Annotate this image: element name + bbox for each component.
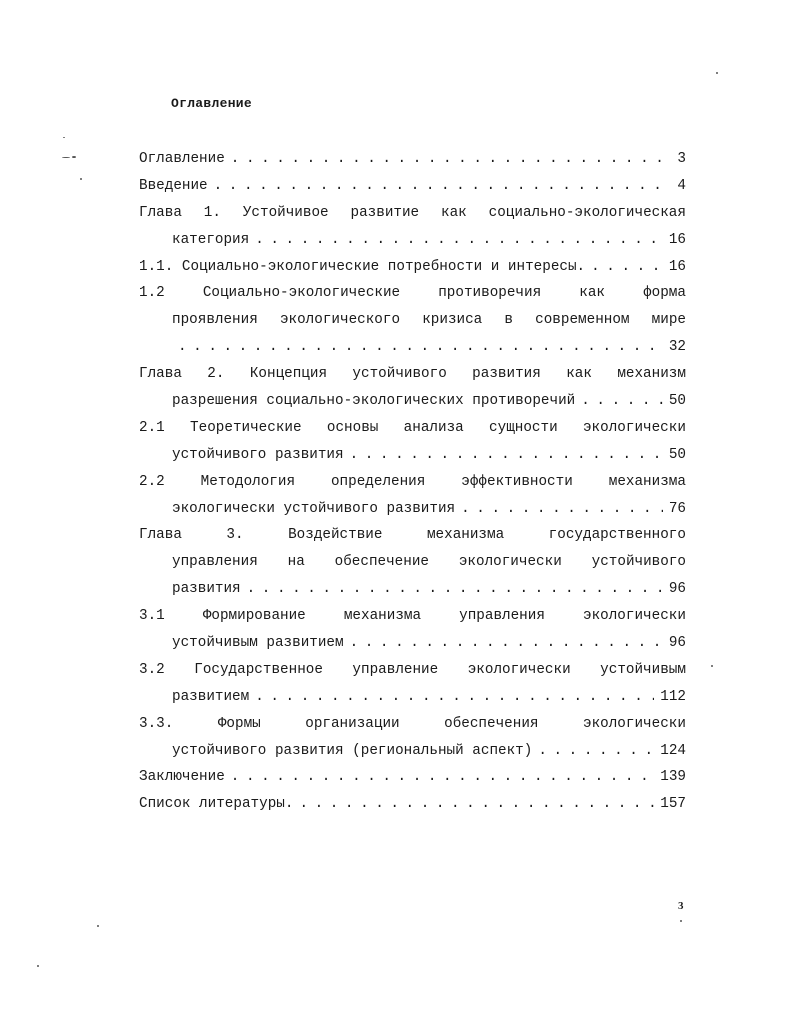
toc-word: Концепция	[249, 366, 328, 383]
toc-word: мире	[651, 312, 686, 329]
toc-page-number: 16	[668, 231, 686, 248]
toc-word: устойчивым	[600, 661, 686, 678]
toc-entry-line	[139, 307, 686, 334]
toc-word: механизма	[343, 608, 422, 625]
toc-word: социально-экологическая	[488, 204, 686, 221]
toc-entry-line	[139, 791, 686, 818]
toc-entry-line	[139, 442, 686, 469]
toc-entry-line	[139, 469, 686, 496]
toc-word: управления	[459, 608, 545, 625]
toc-page-number: 124	[660, 742, 686, 759]
toc-word: Формирование	[202, 608, 306, 625]
toc-word: организации	[305, 715, 400, 732]
toc-word: Методология	[200, 473, 296, 490]
toc-entry-line	[139, 684, 686, 711]
toc-word: 3.1	[139, 608, 165, 625]
toc-word: 1.	[203, 204, 221, 221]
toc-word: экологически	[467, 661, 571, 678]
toc-word: экологически	[582, 715, 686, 732]
toc-entry-title: устойчивым развитием	[172, 635, 344, 652]
table-of-contents	[139, 146, 686, 818]
toc-word: Глава	[139, 527, 182, 544]
toc-word: механизм	[617, 366, 686, 383]
toc-entry-line	[139, 415, 686, 442]
toc-entry-title: Оглавление	[139, 151, 225, 167]
scan-speck	[716, 72, 718, 74]
toc-entry-line	[139, 496, 686, 523]
toc-leader-dots	[350, 442, 663, 469]
toc-entry	[139, 469, 686, 523]
scan-speck	[72, 156, 76, 158]
toc-page-number: 139	[660, 769, 686, 786]
toc-word: 1.2	[139, 285, 165, 302]
toc-leader-dots	[178, 334, 663, 361]
toc-word: экологически	[582, 608, 686, 625]
toc-entry-line	[139, 522, 686, 549]
toc-word: экологического	[279, 312, 401, 329]
toc-word: эффективности	[461, 473, 573, 490]
toc-word: основы	[326, 419, 379, 436]
toc-leader-dots	[231, 764, 654, 791]
toc-word: устойчивого	[352, 366, 447, 383]
toc-word: Устойчивое	[242, 204, 329, 221]
toc-word: Теоретические	[190, 419, 302, 436]
toc-word: 2.2	[139, 473, 165, 490]
toc-entry	[139, 173, 686, 200]
toc-page-number: 96	[668, 635, 686, 652]
toc-entry-line	[139, 361, 686, 388]
toc-page-number: 3	[677, 151, 686, 167]
toc-word: развития	[472, 366, 541, 383]
toc-entry	[139, 200, 686, 254]
toc-entry-line	[139, 603, 686, 630]
toc-word: 3.3.	[139, 715, 174, 732]
toc-entry	[139, 280, 686, 361]
toc-entry-line	[139, 738, 686, 765]
toc-entry-title: экологически устойчивого развития	[172, 500, 456, 517]
toc-entry-title: категория	[172, 231, 250, 248]
toc-entry-title: устойчивого развития (региональный аспект)	[172, 742, 533, 759]
toc-leader-dots	[247, 576, 663, 603]
toc-word: определения	[330, 473, 426, 490]
toc-word: 2.1	[139, 419, 165, 436]
toc-entry	[139, 146, 686, 173]
toc-word: 3.2	[139, 661, 165, 678]
toc-entry	[139, 415, 686, 469]
toc-page-number: 50	[668, 393, 686, 410]
toc-leader-dots	[538, 738, 654, 765]
toc-entry-line	[139, 764, 686, 791]
toc-word: как	[579, 285, 605, 302]
toc-word: 2.	[207, 366, 225, 383]
toc-entry-title: Заключение	[139, 769, 225, 786]
toc-word: механизма	[426, 527, 505, 544]
toc-word: противоречия	[438, 285, 542, 302]
toc-entry-line	[139, 388, 686, 415]
toc-word: обеспечения	[444, 715, 539, 732]
toc-word: устойчивого	[591, 554, 686, 571]
toc-leader-dots	[214, 173, 672, 200]
toc-leader-dots	[255, 227, 663, 254]
toc-entry-title: Введение	[139, 177, 208, 194]
toc-word: государственного	[548, 527, 686, 544]
toc-word: как	[441, 204, 467, 221]
toc-word: в	[504, 312, 513, 329]
toc-page-number: 4	[677, 177, 686, 194]
toc-word: обеспечение	[334, 554, 429, 571]
toc-word: управление	[352, 661, 439, 678]
toc-entry	[139, 711, 686, 765]
toc-word: 3.	[226, 527, 244, 544]
toc-word: Воздействие	[288, 527, 383, 544]
toc-word: экологически	[458, 554, 562, 571]
toc-entry-line	[139, 173, 686, 200]
toc-entry-line	[139, 657, 686, 684]
toc-entry-line	[139, 227, 686, 254]
toc-word: как	[566, 366, 592, 383]
page-title: Оглавление	[171, 96, 253, 111]
page-number: 3	[678, 900, 684, 912]
toc-word: Глава	[139, 366, 182, 383]
toc-page-number: 157	[660, 796, 686, 813]
toc-entry-line	[139, 711, 686, 738]
toc-page-number: 50	[668, 446, 686, 463]
toc-entry-title: Список литературы.	[139, 796, 294, 813]
toc-leader-dots	[461, 496, 663, 523]
toc-word: сущности	[489, 419, 558, 436]
toc-word: управления	[172, 554, 258, 571]
toc-page-number: 112	[660, 688, 686, 705]
scan-speck	[62, 157, 70, 158]
toc-entry-line	[139, 630, 686, 657]
toc-leader-dots	[581, 388, 663, 415]
toc-entry-line	[139, 254, 686, 281]
toc-page-number: 16	[668, 258, 686, 275]
toc-entry-line	[139, 280, 686, 307]
toc-word: форма	[643, 285, 686, 302]
toc-page-number: 32	[668, 339, 686, 356]
scan-speck	[97, 925, 99, 927]
toc-entry	[139, 522, 686, 603]
toc-word: Глава	[139, 204, 182, 221]
toc-entry	[139, 361, 686, 415]
toc-entry	[139, 657, 686, 711]
toc-word: проявления	[172, 312, 258, 329]
toc-word: экологически	[582, 419, 686, 436]
scan-speck	[711, 665, 713, 667]
toc-word: анализа	[403, 419, 464, 436]
toc-word: Государственное	[194, 661, 323, 678]
toc-word: Социально-экологические	[202, 285, 401, 302]
toc-word: Формы	[217, 715, 261, 732]
toc-entry-title: устойчивого развития	[172, 446, 344, 463]
toc-entry	[139, 764, 686, 791]
toc-entry-title: 1.1. Социально-экологические потребности и интересы.	[139, 258, 586, 275]
toc-leader-dots	[299, 791, 654, 818]
toc-word: современном	[535, 312, 630, 329]
scan-speck	[63, 137, 65, 138]
toc-entry-line	[139, 146, 686, 173]
toc-entry-line	[139, 200, 686, 227]
toc-entry	[139, 603, 686, 657]
scan-speck	[80, 178, 82, 180]
toc-entry-line	[139, 576, 686, 603]
toc-entry-title: разрешения социально-экологических противоречий	[172, 393, 576, 410]
toc-word: на	[287, 554, 305, 571]
toc-leader-dots	[350, 630, 663, 657]
toc-entry-title: развития	[172, 581, 241, 598]
toc-leader-dots	[231, 146, 672, 173]
toc-entry-line	[139, 549, 686, 576]
toc-entry-line	[139, 334, 686, 361]
toc-word: механизма	[608, 473, 686, 490]
toc-entry	[139, 791, 686, 818]
toc-entry	[139, 254, 686, 281]
toc-page-number: 76	[668, 500, 686, 517]
toc-leader-dots	[591, 254, 663, 281]
toc-page-number: 96	[668, 581, 686, 598]
toc-word: кризиса	[422, 312, 483, 329]
toc-leader-dots	[255, 684, 654, 711]
toc-entry-title: развитием	[172, 688, 250, 705]
scan-speck	[680, 920, 682, 922]
toc-word: развитие	[350, 204, 420, 221]
scan-speck	[37, 965, 39, 967]
